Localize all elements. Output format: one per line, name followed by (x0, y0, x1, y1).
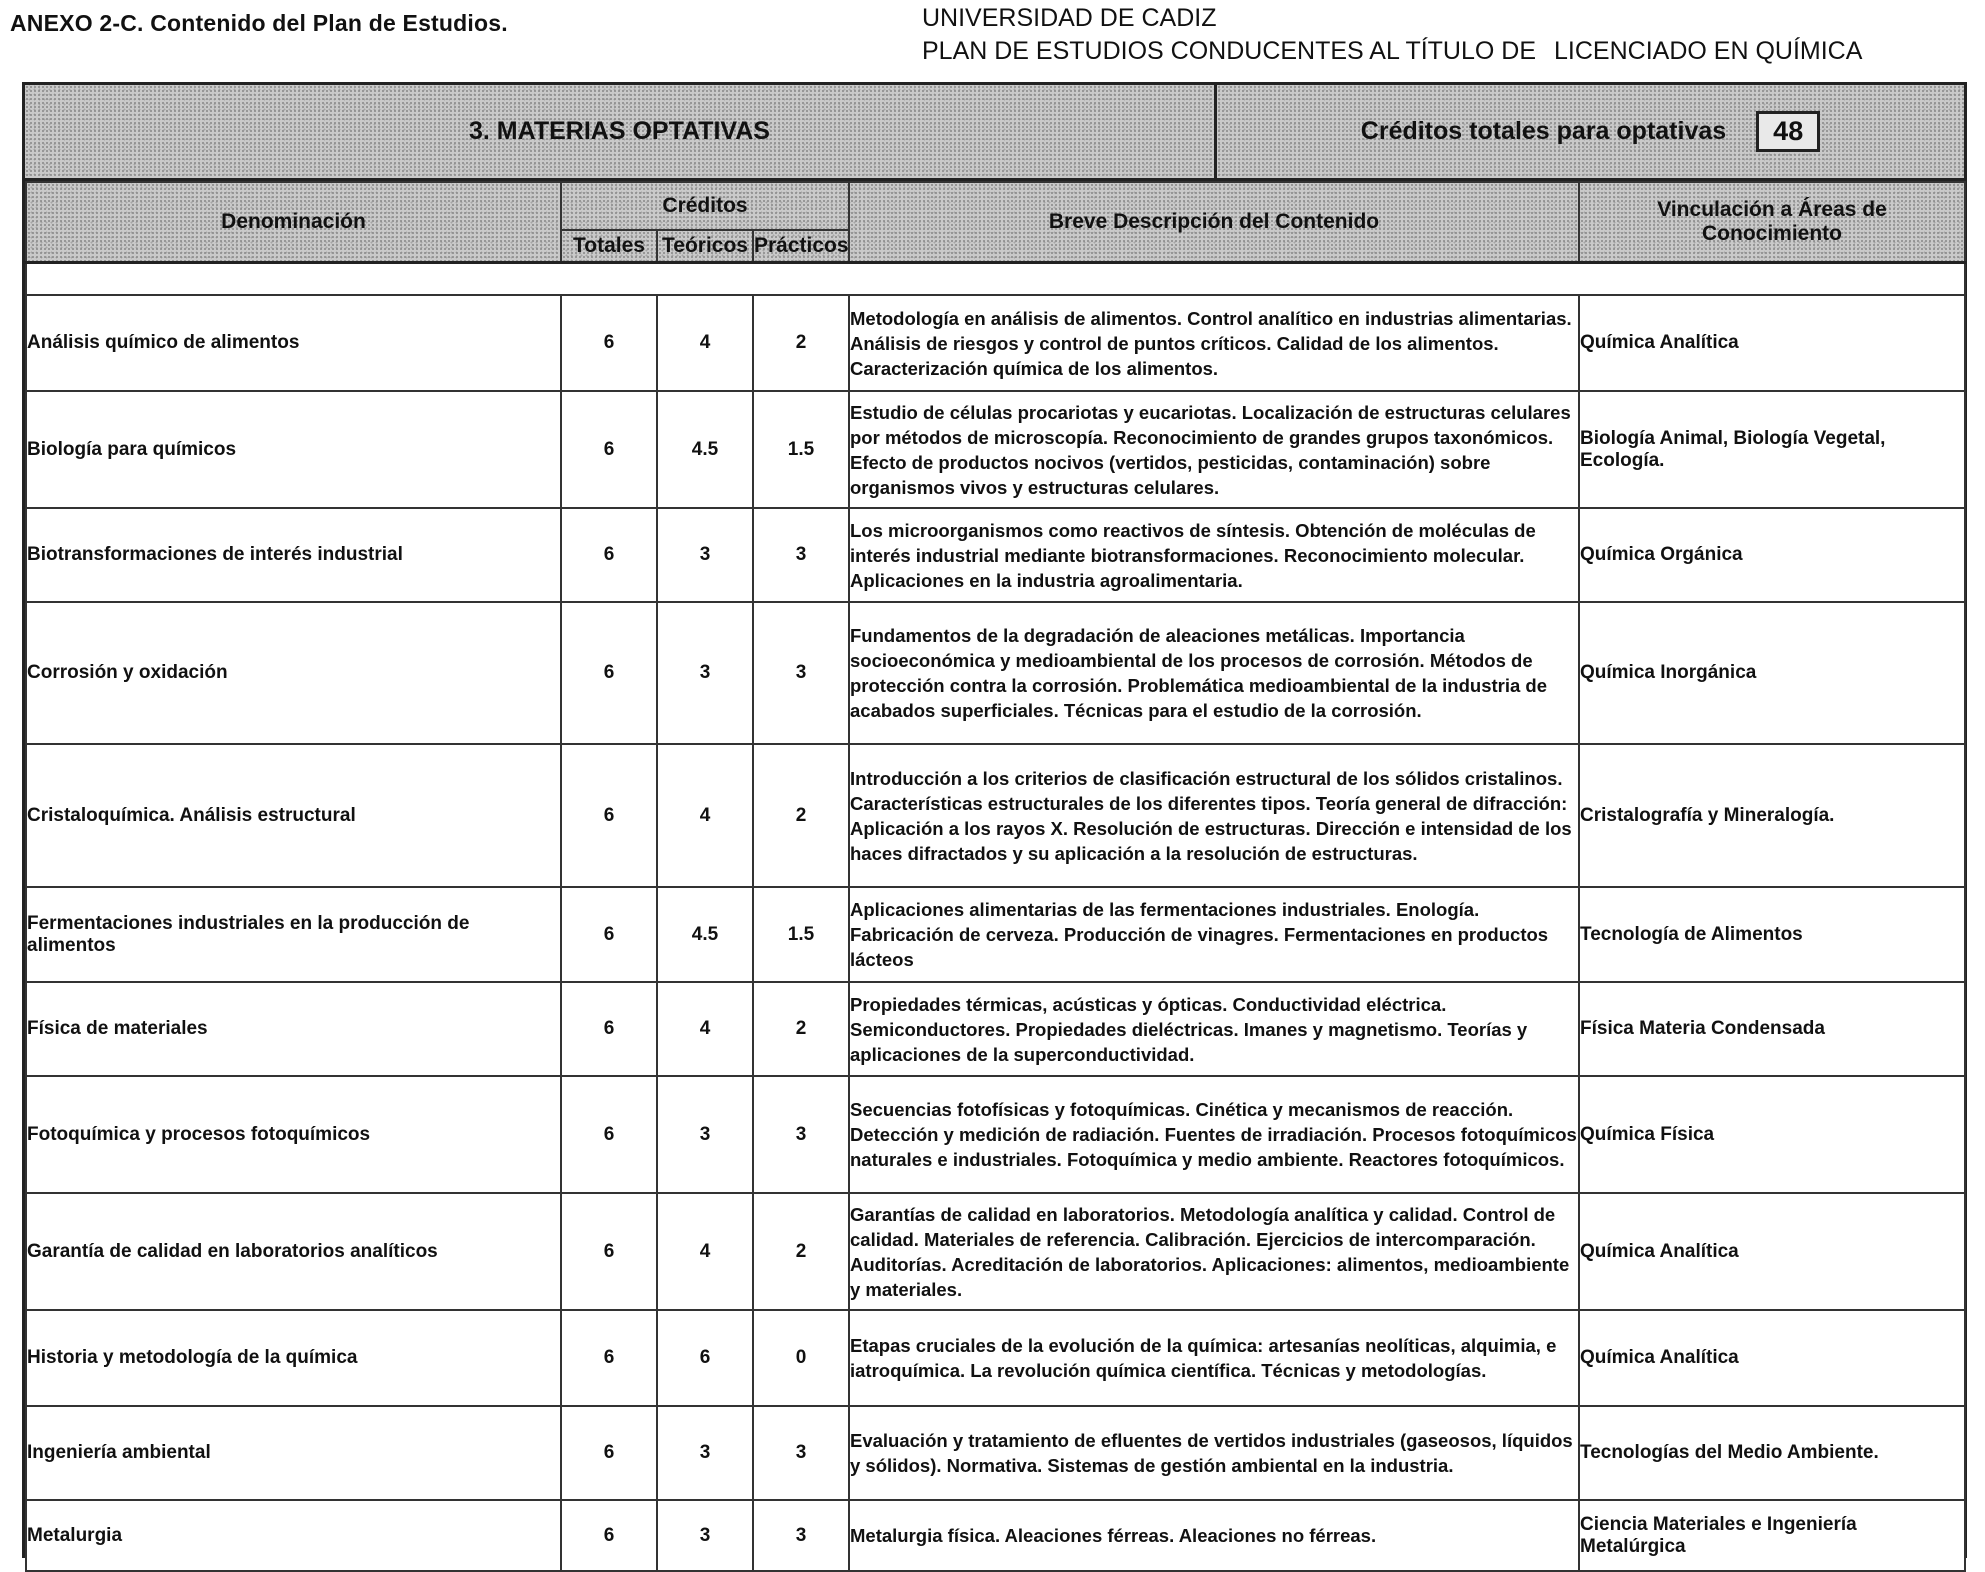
subjects-table (25, 181, 1966, 1572)
subject-description: Secuencias fotofísicas y fotoquímicas. Cinética y mecanismos de reacción. Detección y medición de radiación. Fuentes de irradiación. Procesos fotoquímicos naturales e industriales. Fotoquímica y medio ambiente. Reactores fotoquímicos. (849, 1076, 1579, 1193)
subject-name: Biología para químicos (26, 391, 561, 508)
knowledge-area: Cristalografía y Mineralogía. (1579, 744, 1965, 887)
credits-teoricos: 4 (657, 982, 753, 1076)
subject-description: Propiedades térmicas, acústicas y ópticas. Conductividad eléctrica. Semiconductores. Propiedades dieléctricas. Imanes y magnetismo. Teorías y aplicaciones de la superconductividad. (849, 982, 1579, 1076)
university-header (922, 2, 1862, 68)
credits-teoricos: 4.5 (657, 887, 753, 982)
subject-name: Fermentaciones industriales en la producción de alimentos (26, 887, 561, 982)
annex-title: ANEXO 2-C. Contenido del Plan de Estudios. (10, 10, 508, 36)
subject-name: Biotransformaciones de interés industrial (26, 508, 561, 602)
subject-name: Corrosión y oxidación (26, 602, 561, 744)
credits-practicos: 2 (753, 982, 849, 1076)
credits-totales: 6 (561, 391, 657, 508)
table-row (26, 391, 1965, 508)
plan-line (922, 35, 1862, 68)
knowledge-area: Biología Animal, Biología Vegetal, Ecología. (1579, 391, 1965, 508)
credits-totales: 6 (561, 602, 657, 744)
credits-totales: 6 (561, 1500, 657, 1571)
credits-practicos: 3 (753, 508, 849, 602)
credits-totales: 6 (561, 1406, 657, 1500)
knowledge-area: Química Física (1579, 1076, 1965, 1193)
knowledge-area: Química Analítica (1579, 1310, 1965, 1406)
table-row (26, 982, 1965, 1076)
subject-name: Análisis químico de alimentos (26, 295, 561, 391)
table-row (26, 1193, 1965, 1310)
total-credits-label: Créditos totales para optativas (1360, 117, 1727, 145)
credits-practicos: 1.5 (753, 391, 849, 508)
credits-practicos: 2 (753, 295, 849, 391)
table-row (26, 1076, 1965, 1193)
col-practicos-header: Prácticos (753, 230, 849, 263)
table-row (26, 887, 1965, 982)
table-row (26, 602, 1965, 744)
credits-practicos: 3 (753, 602, 849, 744)
table-row (26, 1500, 1965, 1571)
university-name: UNIVERSIDAD DE CADIZ (922, 4, 1217, 32)
subject-description: Garantías de calidad en laboratorios. Metodología analítica y calidad. Control de calidad. Materiales de referencia. Calibración. Ejercicios de intercomparación. Auditorías. Acreditación de laboratorios. Aplicaciones: alimentos, medioambiente y materiales. (849, 1193, 1579, 1310)
subject-description: Evaluación y tratamiento de efluentes de vertidos industriales (gaseosos, líquidos y sólidos). Normativa. Sistemas de gestión ambiental en la industria. (849, 1406, 1579, 1500)
credits-totales: 6 (561, 1193, 657, 1310)
credits-teoricos: 3 (657, 1406, 753, 1500)
credits-teoricos: 4.5 (657, 391, 753, 508)
credits-practicos: 3 (753, 1500, 849, 1571)
credits-teoricos: 3 (657, 1500, 753, 1571)
subject-name: Fotoquímica y procesos fotoquímicos (26, 1076, 561, 1193)
credits-totales: 6 (561, 887, 657, 982)
subject-name: Cristaloquímica. Análisis estructural (26, 744, 561, 887)
subject-description: Metodología en análisis de alimentos. Control analítico en industrias alimentarias. Análisis de riesgos y control de puntos críticos. Calidad de los alimentos. Caracterización química de los alimentos. (849, 295, 1579, 391)
subject-name: Ingeniería ambiental (26, 1406, 561, 1500)
header-gap (26, 263, 1965, 296)
credits-teoricos: 4 (657, 1193, 753, 1310)
subject-description: Introducción a los criterios de clasificación estructural de los sólidos cristalinos. Características estructurales de los diferentes tipos. Teoría general de difracción: Aplicación a los rayos X. Resolución de estructuras. Dirección e intensidad de los haces difractados y su aplicación a la resolución de estructuras. (849, 744, 1579, 887)
subject-description: Metalurgia física. Aleaciones férreas. Aleaciones no férreas. (849, 1500, 1579, 1571)
col-teoricos-header: Teóricos (657, 230, 753, 263)
credits-practicos: 1.5 (753, 887, 849, 982)
subject-description: Etapas cruciales de la evolución de la química: artesanías neolíticas, alquimia, e iatroquímica. La revolución química científica. Técnicas y metodologías. (849, 1310, 1579, 1406)
knowledge-area: Química Orgánica (1579, 508, 1965, 602)
total-credits (1217, 85, 1964, 178)
col-credits-header: Créditos (561, 182, 849, 230)
subject-name: Física de materiales (26, 982, 561, 1076)
subject-description: Los microorganismos como reactivos de síntesis. Obtención de moléculas de interés industrial mediante biotransformaciones. Reconocimiento molecular. Aplicaciones en la industria agroalimentaria. (849, 508, 1579, 602)
table-row (26, 295, 1965, 391)
credits-teoricos: 4 (657, 744, 753, 887)
credits-totales: 6 (561, 982, 657, 1076)
credits-practicos: 3 (753, 1076, 849, 1193)
total-credits-value: 48 (1756, 111, 1820, 152)
section-banner (25, 85, 1964, 181)
col-description-header: Breve Descripción del Contenido (849, 182, 1579, 263)
knowledge-area: Ciencia Materiales e Ingeniería Metalúrgica (1579, 1500, 1965, 1571)
credits-totales: 6 (561, 744, 657, 887)
credits-totales: 6 (561, 1076, 657, 1193)
credits-practicos: 0 (753, 1310, 849, 1406)
plan-sheet (22, 82, 1967, 1558)
table-row (26, 1310, 1965, 1406)
section-title: 3. MATERIAS OPTATIVAS (25, 85, 1217, 178)
knowledge-area: Tecnología de Alimentos (1579, 887, 1965, 982)
credits-practicos: 3 (753, 1406, 849, 1500)
table-row (26, 1406, 1965, 1500)
credits-totales: 6 (561, 508, 657, 602)
credits-teoricos: 6 (657, 1310, 753, 1406)
knowledge-area: Física Materia Condensada (1579, 982, 1965, 1076)
knowledge-area: Química Analítica (1579, 1193, 1965, 1310)
col-area-header: Vinculación a Áreas de Conocimiento (1579, 182, 1965, 263)
subject-description: Estudio de células procariotas y eucariotas. Localización de estructuras celulares por métodos de microscopía. Reconocimiento de grandes grupos taxonómicos. Efecto de productos nocivos (vertidos, pesticidas, contaminación) sobre organismos vivos y estructuras celulares. (849, 391, 1579, 508)
credits-teoricos: 3 (657, 508, 753, 602)
table-row (26, 508, 1965, 602)
credits-totales: 6 (561, 1310, 657, 1406)
knowledge-area: Tecnologías del Medio Ambiente. (1579, 1406, 1965, 1500)
subject-name: Garantía de calidad en laboratorios analíticos (26, 1193, 561, 1310)
col-name-header: Denominación (26, 182, 561, 263)
knowledge-area: Química Analítica (1579, 295, 1965, 391)
subject-description: Aplicaciones alimentarias de las fermentaciones industriales. Enología. Fabricación de cerveza. Producción de vinagres. Fermentaciones en productos lácteos (849, 887, 1579, 982)
credits-practicos: 2 (753, 744, 849, 887)
degree-title: LICENCIADO EN QUÍMICA (1554, 37, 1863, 65)
knowledge-area: Química Inorgánica (1579, 602, 1965, 744)
credits-teoricos: 3 (657, 602, 753, 744)
subject-name: Historia y metodología de la química (26, 1310, 561, 1406)
credits-totales: 6 (561, 295, 657, 391)
credits-practicos: 2 (753, 1193, 849, 1310)
col-totales-header: Totales (561, 230, 657, 263)
credits-teoricos: 3 (657, 1076, 753, 1193)
subject-name: Metalurgia (26, 1500, 561, 1571)
subject-description: Fundamentos de la degradación de aleaciones metálicas. Importancia socioeconómica y medioambiental de los procesos de corrosión. Métodos de protección contra la corrosión. Problemática medioambiental de la industria de acabados superficiales. Técnicas para el estudio de la corrosión. (849, 602, 1579, 744)
credits-teoricos: 4 (657, 295, 753, 391)
plan-title: PLAN DE ESTUDIOS CONDUCENTES AL TÍTULO DE (922, 37, 1537, 65)
table-row (26, 744, 1965, 887)
